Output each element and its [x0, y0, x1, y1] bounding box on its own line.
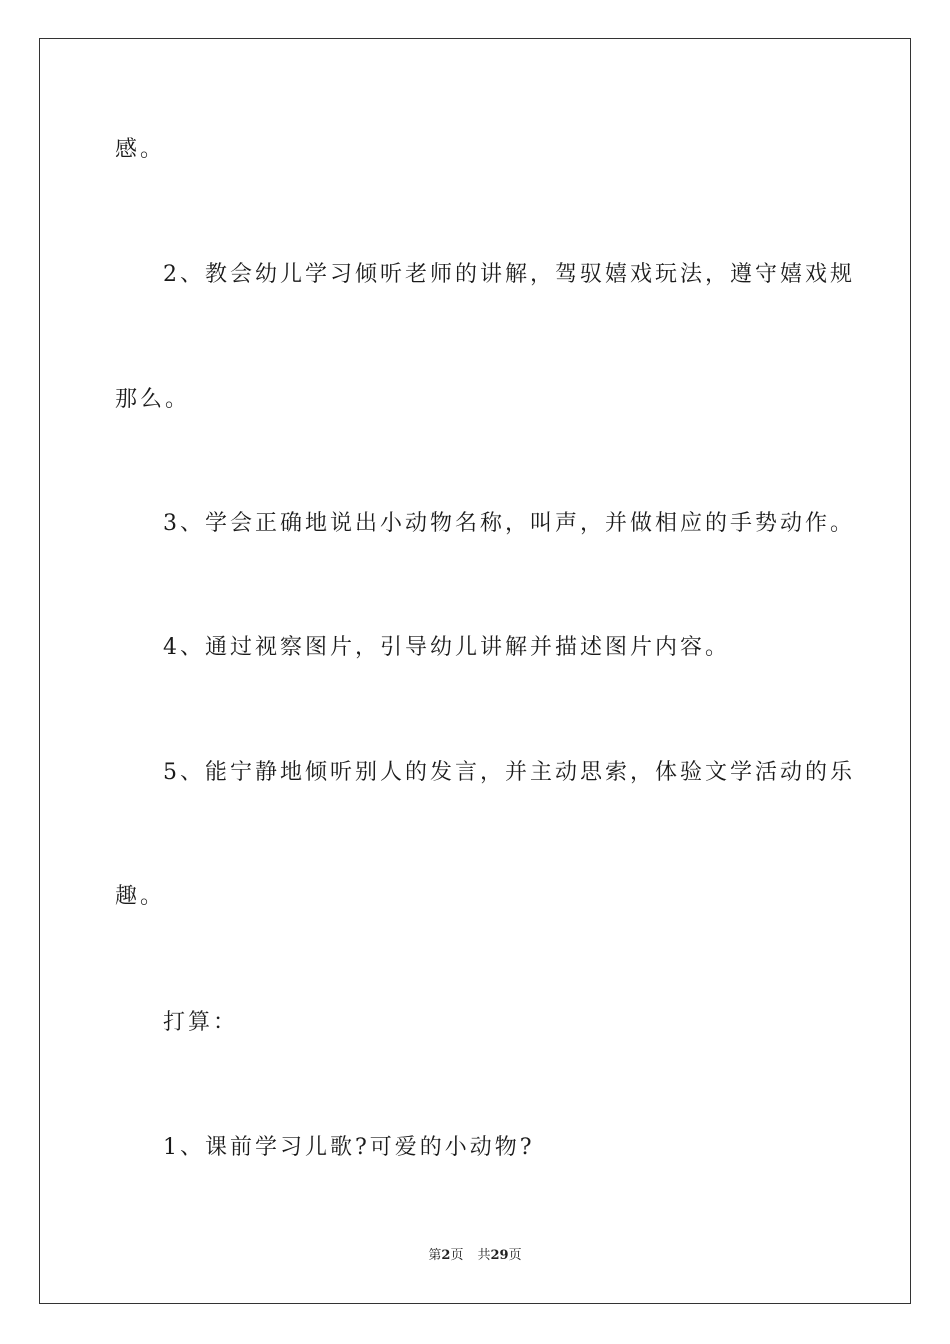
total-label-suffix: 页: [508, 1248, 522, 1263]
paragraph-line-8: 打算：: [163, 1010, 239, 1035]
paragraph-line-4: 3、学会正确地说出小动物名称，叫声，并做相应的手势动作。: [163, 511, 855, 536]
paragraph-line-5: 4、通过视察图片，引导幼儿讲解并描述图片内容。: [163, 635, 730, 660]
total-label-prefix: 共: [477, 1248, 491, 1263]
paragraph-line-3: 那么。: [115, 387, 191, 412]
paragraph-line-9: 1、课前学习儿歌?可爱的小动物?: [163, 1135, 535, 1160]
paragraph-line-2: 2、教会幼儿学习倾听老师的讲解，驾驭嬉戏玩法，遵守嬉戏规: [163, 262, 855, 287]
paragraph-line-7: 趣。: [115, 884, 166, 909]
paragraph-line-1: 感。: [115, 137, 166, 162]
page-label-prefix: 第: [428, 1248, 442, 1263]
page-label-suffix: 页: [450, 1248, 464, 1263]
page-footer: [0, 1248, 950, 1264]
page-frame: [39, 38, 911, 1304]
current-page-number: 2: [441, 1248, 451, 1263]
paragraph-line-6: 5、能宁静地倾听别人的发言，并主动思索，体验文学活动的乐: [163, 760, 855, 785]
total-pages-number: 29: [490, 1248, 509, 1263]
